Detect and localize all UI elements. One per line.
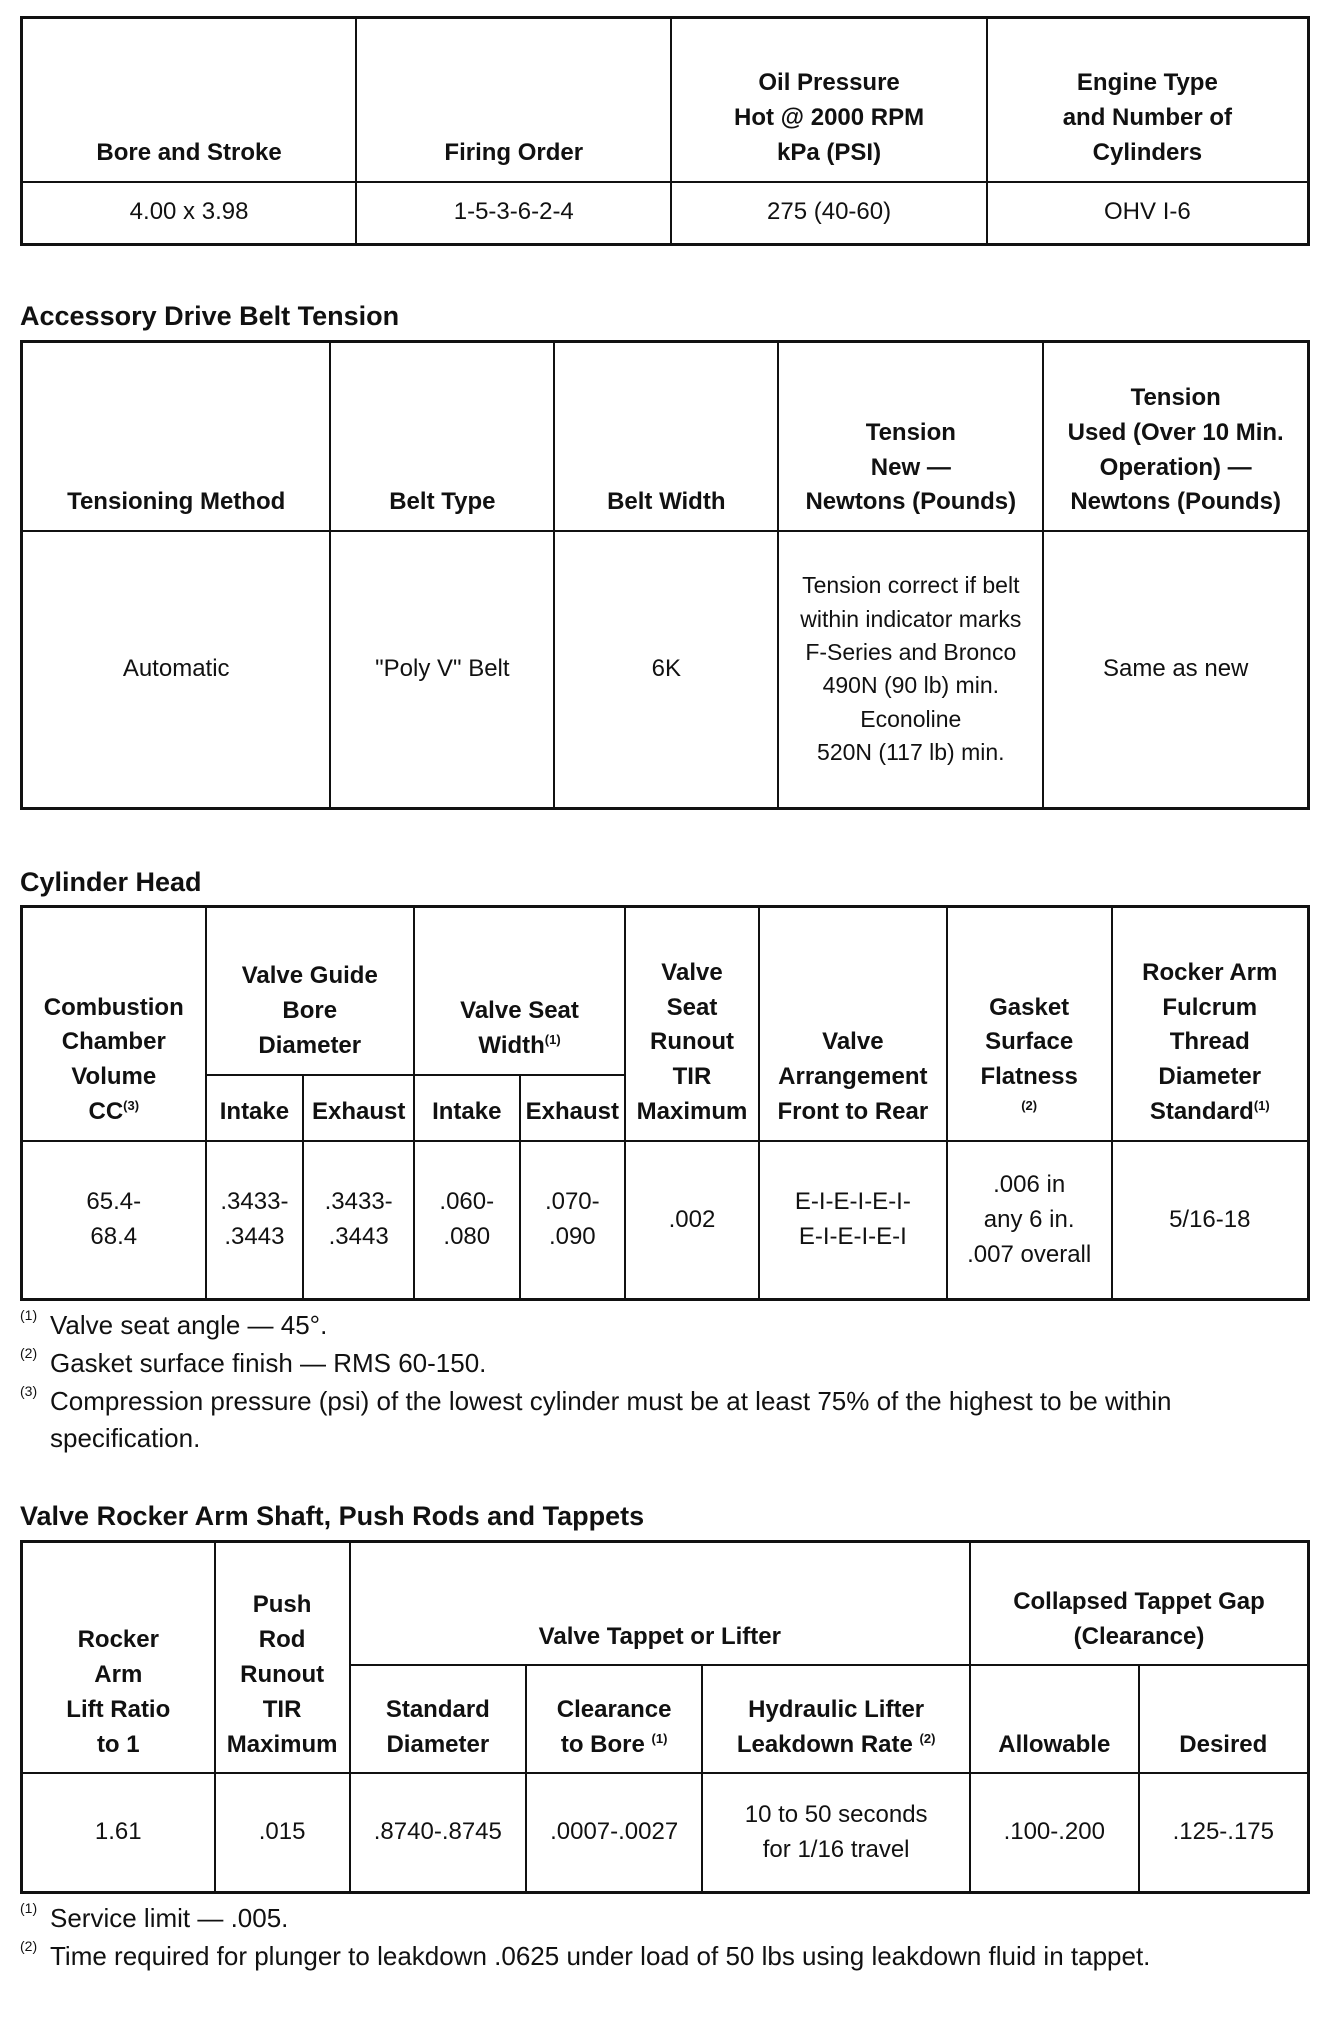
header-tension-used: Tension Used (Over 10 Min. Operation) — Newtons (Pounds): [1043, 341, 1308, 531]
cell-tensioning-method: Automatic: [22, 531, 331, 808]
header-leakdown-rate: Hydraulic Lifter Leakdown Rate $^{(2)}$: [702, 1665, 970, 1773]
cell-standard-diameter: .8740-.8745: [350, 1773, 526, 1892]
header-guide-exhaust: Exhaust: [303, 1075, 414, 1141]
cell-leakdown-rate: 10 to 50 seconds for 1/16 travel: [702, 1773, 970, 1892]
footnote: (3) Compression pressure (psi) of the lowest cylinder must be at least 75% of the highest to be within specification.: [20, 1382, 1172, 1454]
cell-allowable: .100-.200: [970, 1773, 1139, 1892]
cell-guide-intake: .3433- .3443: [206, 1141, 304, 1300]
header-engine-type: Engine Type and Number of Cylinders: [987, 18, 1309, 182]
header-gasket-flatness: Gasket Surface Flatness $^{(2)}$: [947, 907, 1112, 1141]
footnote-ref-1b: (1): [1253, 1098, 1270, 1114]
header-tension-new: Tension New — Newtons (Pounds): [778, 341, 1043, 531]
header-firing-order: Firing Order: [356, 18, 671, 182]
belt-tension-table: [20, 340, 1310, 810]
header-belt-type: Belt Type: [330, 341, 554, 531]
footnote: (1) Valve seat angle — 45°.: [20, 1307, 328, 1341]
cell-desired: .125-.175: [1139, 1773, 1309, 1892]
header-tensioning-method: Tensioning Method: [22, 341, 331, 531]
header-desired: Desired: [1139, 1665, 1309, 1773]
spec-page: [20, 16, 1310, 1975]
cell-combustion-chamber: 65.4- 68.4: [22, 1141, 206, 1300]
cylinder-head-table: [20, 905, 1310, 1301]
header-oil-pressure: Oil Pressure Hot @ 2000 RPM kPa (PSI): [671, 18, 986, 182]
cell-seat-runout: .002: [625, 1141, 759, 1300]
cell-valve-arrangement: E-I-E-I-E-I- E-I-E-I-E-I: [759, 1141, 947, 1300]
cell-gasket-flatness: .006 in any 6 in. .007 overall: [947, 1141, 1112, 1300]
cell-engine-type: OHV I-6: [987, 182, 1309, 245]
header-collapsed-gap: Collapsed Tappet Gap (Clearance): [970, 1541, 1309, 1665]
footnote-ref-1: (1): [544, 1032, 561, 1048]
header-seat-exhaust: Exhaust: [520, 1075, 626, 1141]
header-valve-guide: Valve Guide Bore Diameter: [206, 907, 414, 1075]
rocker-footnotes: [20, 1900, 1310, 1975]
cell-bore-stroke: 4.00 x 3.98: [22, 182, 357, 245]
head-footnotes: [20, 1307, 1310, 1458]
header-push-rod-runout: Push Rod Runout TIR Maximum: [215, 1541, 350, 1773]
header-valve-arrangement: Valve Arrangement Front to Rear: [759, 907, 947, 1141]
cell-lift-ratio: 1.61: [22, 1773, 215, 1892]
cell-rocker-fulcrum: 5/16-18: [1112, 1141, 1309, 1300]
cell-seat-exhaust: .070- .090: [520, 1141, 626, 1300]
footnote-ref-1: (1): [651, 1730, 668, 1746]
header-standard-diameter: Standard Diameter: [350, 1665, 526, 1773]
header-guide-intake: Intake: [206, 1075, 304, 1141]
header-lift-ratio: Rocker Arm Lift Ratio to 1: [22, 1541, 215, 1773]
engine-spec-table: [20, 16, 1310, 246]
header-bore-stroke: Bore and Stroke: [22, 18, 357, 182]
rocker-tappet-table: [20, 1540, 1310, 1894]
footnote: (2) Gasket surface finish — RMS 60-150.: [20, 1345, 487, 1379]
footnote-ref-3: (3): [123, 1098, 140, 1114]
header-valve-tappet: Valve Tappet or Lifter: [350, 1541, 970, 1665]
footnote: (2) Time required for plunger to leakdown .0625 under load of 50 lbs using leakdown fluid in tappet.: [20, 1937, 1151, 1971]
footnote: (1) Service limit — .005.: [20, 1899, 289, 1933]
cell-belt-type: "Poly V" Belt: [330, 531, 554, 808]
cell-guide-exhaust: .3433- .3443: [303, 1141, 414, 1300]
cell-seat-intake: .060- .080: [414, 1141, 520, 1300]
cell-tension-new: Tension correct if belt within indicator marks F-Series and Bronco 490N (90 lb) min. Econoline 520N (117 lb) min.: [778, 531, 1043, 808]
head-section-title: Cylinder Head: [20, 866, 202, 897]
cell-belt-width: 6K: [554, 531, 778, 808]
header-allowable: Allowable: [970, 1665, 1139, 1773]
header-clearance-bore: Clearance to Bore $^{(1)}$: [526, 1665, 702, 1773]
cell-tension-used: Same as new: [1043, 531, 1308, 808]
header-combustion-chamber: Combustion Chamber Volume CC$^{(3)}$: [22, 907, 206, 1141]
cell-push-rod-runout: .015: [215, 1773, 350, 1892]
cell-clearance-bore: .0007-.0027: [526, 1773, 702, 1892]
header-valve-seat-runout: Valve Seat Runout TIR Maximum: [625, 907, 759, 1141]
rocker-section-title: Valve Rocker Arm Shaft, Push Rods and Tappets: [20, 1501, 645, 1532]
header-rocker-fulcrum: Rocker Arm Fulcrum Thread Diameter Standard$^{(1)}$: [1112, 907, 1309, 1141]
header-belt-width: Belt Width: [554, 341, 778, 531]
header-seat-intake: Intake: [414, 1075, 520, 1141]
cell-firing-order: 1-5-3-6-2-4: [356, 182, 671, 245]
cell-oil-pressure: 275 (40-60): [671, 182, 986, 245]
belt-section-title: Accessory Drive Belt Tension: [20, 301, 400, 331]
header-valve-seat-width: Valve Seat Width$^{(1)}$: [414, 907, 625, 1075]
footnote-ref-2: (2): [919, 1730, 936, 1746]
footnote-ref-2: (2): [1021, 1098, 1038, 1114]
